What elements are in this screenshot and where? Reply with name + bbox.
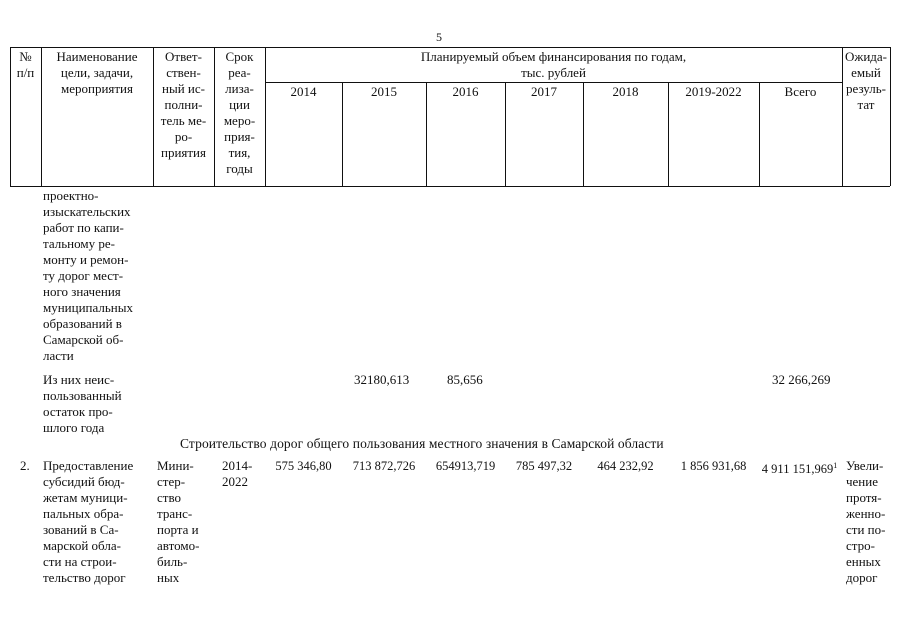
unused-balance-label: Из них неис- пользованный остаток про- шлого года bbox=[43, 372, 122, 435]
header-col-funding: Планируемый объем финансирования по годам, тыс. рублей bbox=[420, 49, 687, 80]
header-col-term: Срок реа- лиза- ции меро- прия- тия, годы bbox=[223, 49, 256, 176]
header-year-2015: 2015 bbox=[371, 84, 397, 99]
row-2-value-2014: 575 346,80 bbox=[275, 459, 332, 473]
row-2-value-2015: 713 872,726 bbox=[352, 459, 416, 473]
header-year-2014: 2014 bbox=[290, 84, 317, 99]
unused-balance-2015: 32180,613 bbox=[354, 372, 410, 387]
row-2-responsible: Мини- стер- ство транс- порта и автомо- биль- ных bbox=[157, 458, 200, 585]
header-col-result: Ожида- емый резуль- тат bbox=[844, 49, 888, 112]
row-2-value-2019-2022: 1 856 931,68 bbox=[680, 459, 747, 473]
row-2-result: Увели- чение протя- женно- сти по- стро- енных дорог bbox=[846, 458, 886, 585]
row-2-name: Предоставление субсидий бюд- жетам муници- пальных обра- зований в Са- марской обла- сти на строи- тельство дорог bbox=[43, 458, 134, 585]
unused-balance-2016: 85,656 bbox=[447, 372, 483, 387]
header-year-2018: 2018 bbox=[612, 84, 639, 99]
row-2-value-total: 4 911 151,969$^1$ bbox=[761, 461, 838, 477]
row-2-number: 2. bbox=[20, 458, 30, 473]
unused-balance-total: 32 266,269 bbox=[772, 372, 831, 387]
header-col-name: Наименование цели, задачи, мероприятия bbox=[56, 49, 138, 96]
page-number: 5 bbox=[436, 30, 442, 44]
header-year-2016: 2016 bbox=[452, 84, 479, 99]
row-2-value-2018: 464 232,92 bbox=[597, 459, 654, 473]
footnote-mark: 1 bbox=[833, 461, 838, 470]
row-2-value-2017: 785 497,32 bbox=[515, 459, 573, 473]
continuation-name: проектно- изыскательских работ по капи- тальному ре- монту и ремон- ту дорог мест- ного значения муниципальных образований в Самарской об- ласти bbox=[43, 188, 134, 363]
header-year-2019-2022: 2019-2022 bbox=[685, 84, 742, 99]
header-col-responsible: Ответ- ствен- ный ис- полни- тель ме- ро- приятия bbox=[160, 49, 207, 160]
header-year-2017: 2017 bbox=[531, 84, 557, 99]
section-title: Строительство дорог общего пользования местного значения в Самарской области bbox=[180, 436, 664, 451]
row-2-term: 2014- 2022 bbox=[222, 458, 253, 489]
header-total: Всего bbox=[784, 84, 817, 99]
header-col-number: № п/п bbox=[16, 49, 35, 80]
row-2-value-2016: 654913,719 bbox=[435, 459, 496, 473]
